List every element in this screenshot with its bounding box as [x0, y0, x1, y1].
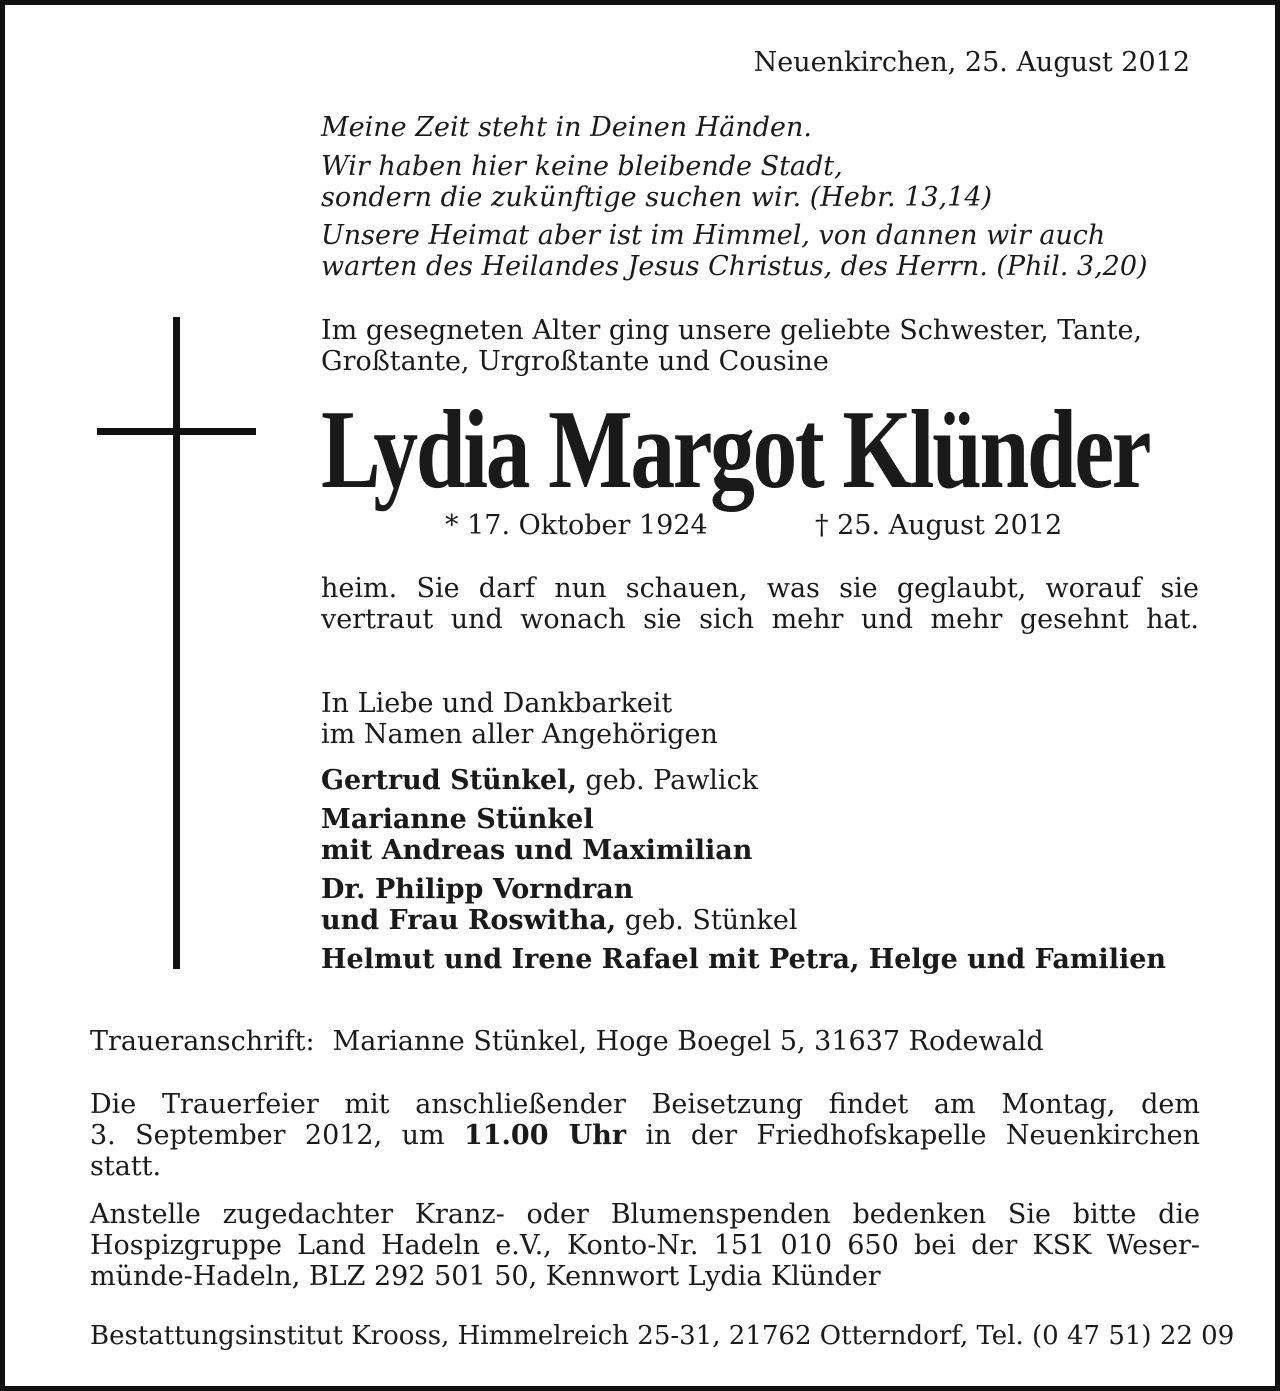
signer-marianne: Marianne Stünkel	[321, 804, 594, 835]
address-label: Traueranschrift:	[90, 1026, 315, 1057]
signer-rafael-family: Helmut und Irene Rafael mit Petra, Helge und Familien	[321, 944, 1167, 975]
mourning-address	[90, 1026, 1044, 1057]
heim-text: heim. Sie darf nun schauen, was sie geglaubt, worauf sie vertraut und wonach sie sich mehr und mehr gesehnt hat.	[321, 573, 1199, 635]
address-value: Marianne Stünkel, Hoge Boegel 5, 31637 Rodewald	[332, 1026, 1044, 1057]
signer-roswitha: und Frau Roswitha, geb. Stünkel	[321, 905, 798, 936]
ceremony-time: 11.00 Uhr	[463, 1120, 627, 1151]
funeral-home: Bestattungsinstitut Krooss, Himmelreich 25-31, 21762 Otterndorf, Tel. (0 47 51) 22 09	[90, 1321, 1235, 1351]
intro-text: Im gesegneten Alter ging unsere geliebte Schwester, Tante, Großtante, Urgroßtante und Cousine	[321, 315, 1143, 377]
verse-philippians: Unsere Heimat aber ist im Himmel, von dannen wir auch warten des Heilandes Jesus Christus, des Herrn. (Phil. 3,20)	[321, 220, 1148, 282]
signer-philipp: Dr. Philipp Vorndran	[321, 874, 634, 905]
place-date: Neuenkirchen, 25. August 2012	[753, 47, 1190, 78]
closing-text: In Liebe und Dankbarkeit im Namen aller Angehörigen	[321, 688, 718, 750]
signer-gertrud: Gertrud Stünkel, geb. Pawlick	[321, 765, 759, 796]
verse-line-1: Meine Zeit steht in Deinen Händen.	[321, 112, 812, 143]
signers-list	[321, 765, 1166, 975]
birth-date: * 17. Oktober 1924	[445, 510, 708, 541]
verse-hebrews: Wir haben hier keine bleibende Stadt, sondern die zukünftige suchen wir. (Hebr. 13,14)	[321, 151, 993, 213]
deceased-name: Lydia Margot Klünder	[321, 388, 1150, 512]
cross-horizontal-bar	[97, 428, 256, 435]
cross-vertical-bar	[173, 317, 180, 969]
death-date: † 25. August 2012	[815, 510, 1063, 541]
signer-marianne-family: mit Andreas und Maximilian	[321, 835, 753, 866]
ceremony-info: Die Trauerfeier mit anschließender Beisetzung findet am Montag, dem 3. September 2012, um 11.00 Uhr in der Friedhofskapelle Neuenkirchen statt.	[90, 1089, 1200, 1182]
donation-info: Anstelle zugedachter Kranz- oder Blumenspenden bedenken Sie bitte die Hospizgruppe Land Hadeln e.V., Konto-Nr. 151 010 650 bei der KSK Weser- münde-Hadeln, BLZ 292 501 50, Kennwort Lydia Klünder	[90, 1199, 1200, 1292]
